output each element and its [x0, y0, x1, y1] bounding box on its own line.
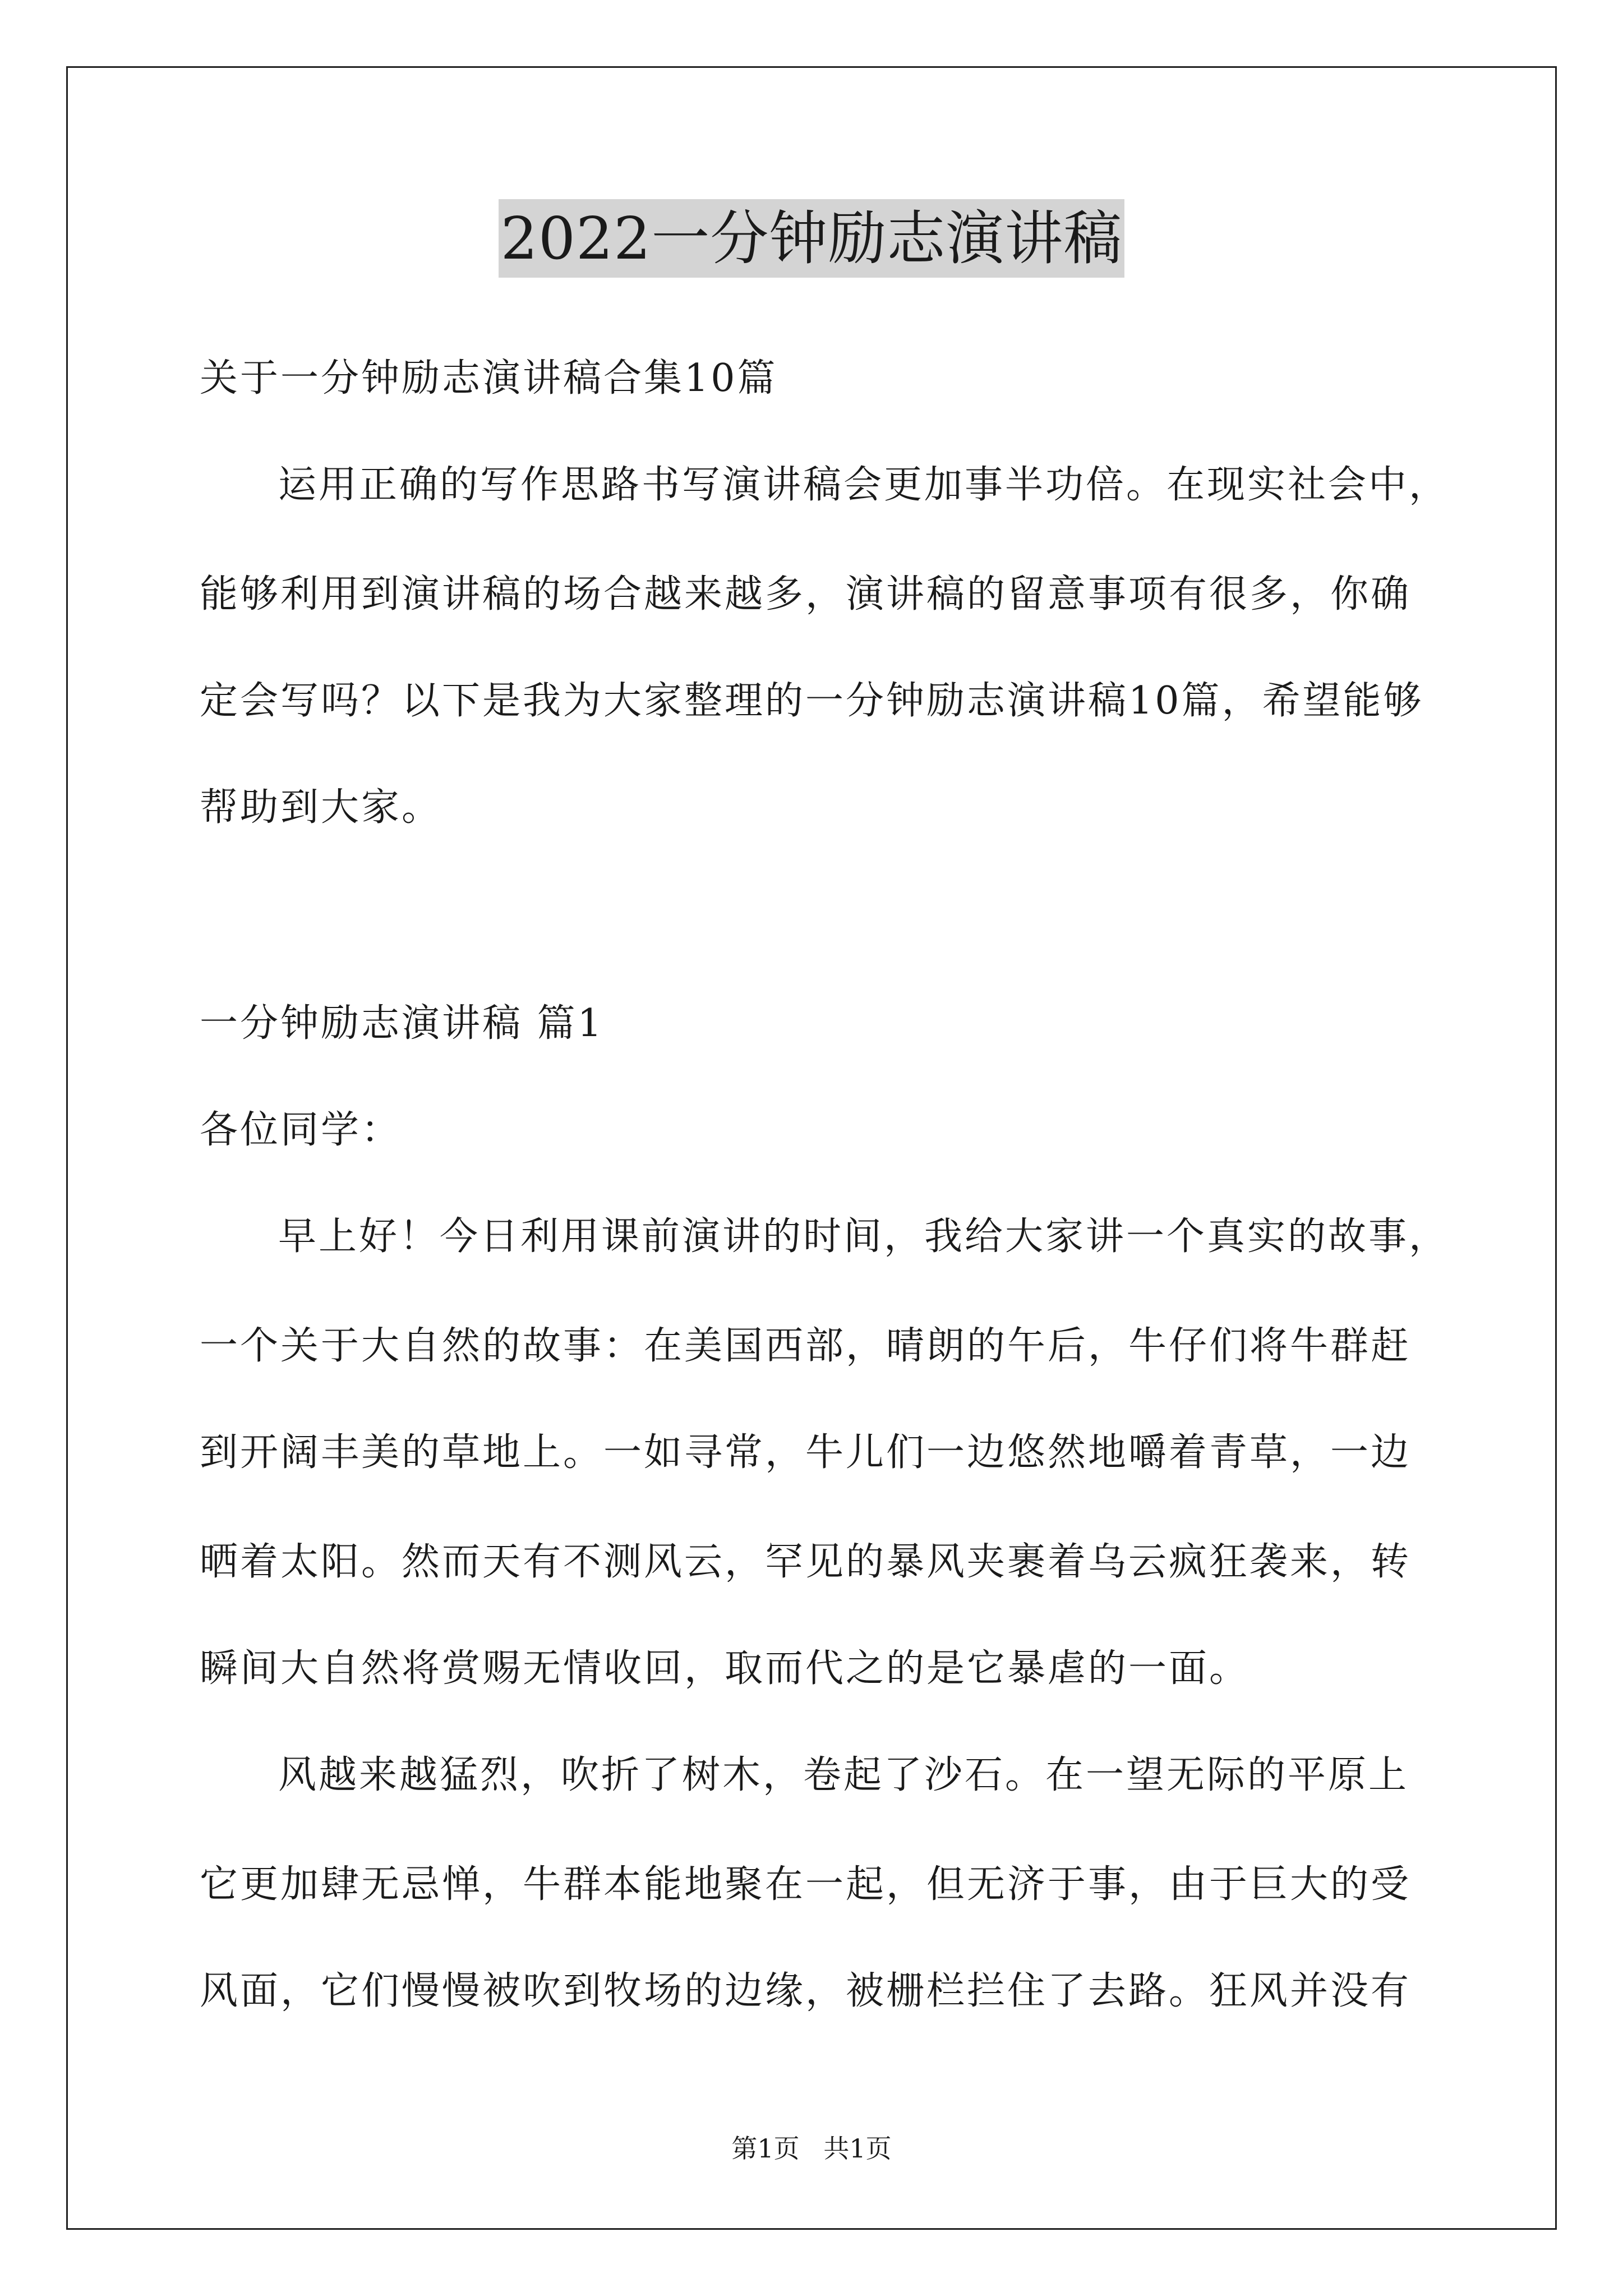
paragraph2-line-3: 风面，它们慢慢被吹到牧场的边缘，被栅栏拦住了去路。狂风并没有	[200, 1969, 1412, 2013]
document-subtitle: 关于一分钟励志演讲稿合集10篇	[200, 356, 778, 401]
section-heading: 一分钟励志演讲稿 篇1	[200, 1001, 604, 1046]
paragraph1-line-3: 到开阔丰美的草地上。一如寻常，牛儿们一边悠然地嚼着青草，一边	[200, 1430, 1412, 1475]
paragraph2-line-1: 风越来越猛烈，吹折了树木，卷起了沙石。在一望无际的平原上	[278, 1753, 1409, 1797]
paragraph1-line-2: 一个关于大自然的故事：在美国西部，晴朗的午后，牛仔们将牛群赶	[200, 1324, 1412, 1368]
intro-line-4: 帮助到大家。	[200, 785, 442, 830]
paragraph2-line-2: 它更加肆无忌惮，牛群本能地聚在一起，但无济于事，由于巨大的受	[200, 1862, 1412, 1907]
title-container	[0, 199, 1623, 278]
page-number-total: 共1页	[823, 2133, 892, 2164]
page-number-current: 第1页	[731, 2133, 800, 2164]
paragraph1-line-1: 早上好！今日利用课前演讲的时间，我给大家讲一个真实的故事，	[278, 1214, 1450, 1259]
paragraph1-line-4: 晒着太阳。然而天有不测风云，罕见的暴风夹裹着乌云疯狂袭来，转	[200, 1540, 1412, 1584]
document-title: 2022一分钟励志演讲稿	[499, 199, 1125, 278]
salutation: 各位同学：	[200, 1108, 402, 1152]
page-footer	[0, 2132, 1623, 2165]
paragraph1-line-5: 瞬间大自然将赏赐无情收回，取而代之的是它暴虐的一面。	[200, 1646, 1250, 1691]
intro-line-1: 运用正确的写作思路书写演讲稿会更加事半功倍。在现实社会中，	[278, 463, 1450, 507]
intro-line-2: 能够利用到演讲稿的场合越来越多，演讲稿的留意事项有很多，你确	[200, 572, 1412, 616]
intro-line-3: 定会写吗？以下是我为大家整理的一分钟励志演讲稿10篇，希望能够	[200, 679, 1424, 723]
